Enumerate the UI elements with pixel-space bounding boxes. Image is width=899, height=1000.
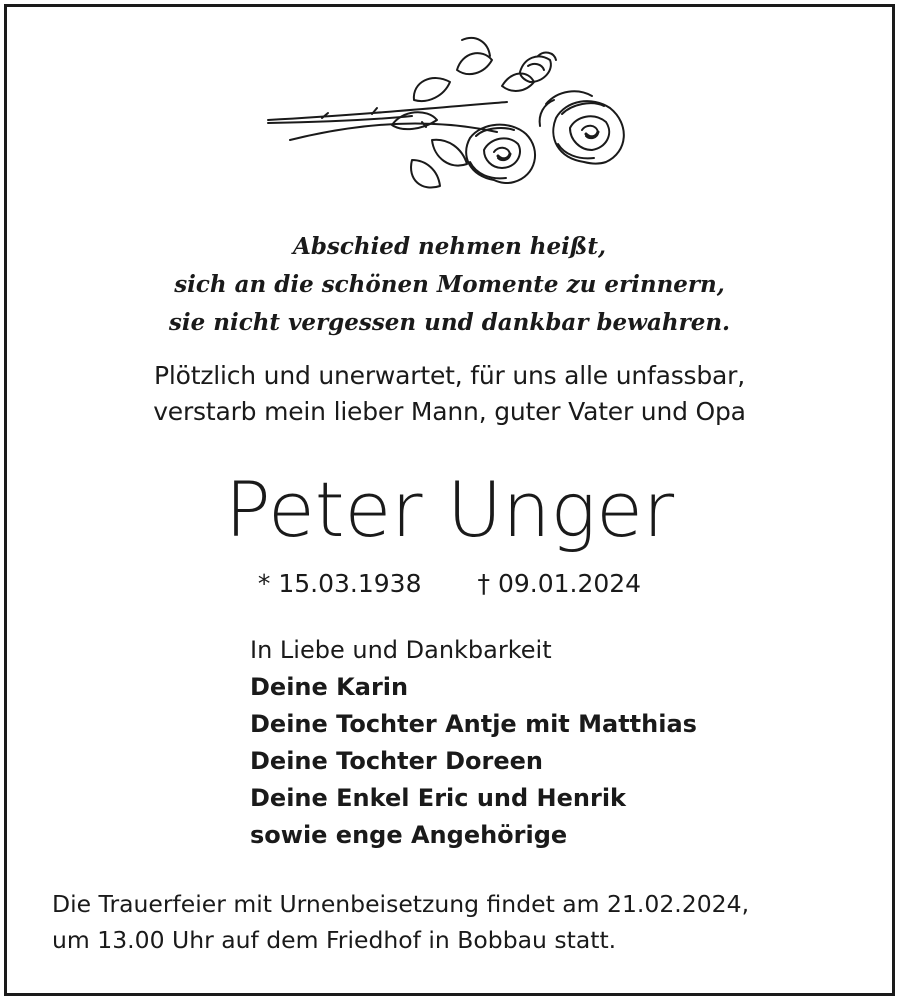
deceased-name: Peter Unger	[224, 465, 675, 554]
ceremony-line-2: um 13.00 Uhr auf dem Friedhof in Bobbau statt.	[52, 926, 617, 954]
mourner-name: sowie enge Angehörige	[250, 821, 568, 849]
funeral-ceremony-info	[52, 886, 872, 958]
rose-illustration-icon	[262, 30, 642, 200]
ceremony-line-1: Die Trauerfeier mit Urnenbeisetzung findet am 21.02.2024,	[52, 890, 750, 918]
birth-date: * 15.03.1938	[257, 569, 422, 598]
mourners-lead: In Liebe und Dankbarkeit	[250, 636, 552, 664]
life-dates	[0, 566, 899, 602]
quote-line-3: sie nicht vergessen und dankbar bewahren.	[168, 309, 731, 336]
mourners-list	[250, 632, 697, 854]
mourner-name: Deine Tochter Antje mit Matthias	[250, 710, 697, 738]
death-date: † 09.01.2024	[477, 569, 642, 598]
mourner-name: Deine Karin	[250, 673, 409, 701]
quote-line-2: sich an die schönen Momente zu erinnern,	[174, 271, 725, 298]
quote-line-1: Abschied nehmen heißt,	[292, 233, 607, 260]
memorial-quote	[0, 228, 899, 342]
intro-line-1: Plötzlich und unerwartet, für uns alle unfassbar,	[154, 361, 745, 390]
intro-line-2: verstarb mein lieber Mann, guter Vater und Opa	[153, 397, 746, 426]
mourner-name: Deine Enkel Eric und Henrik	[250, 784, 627, 812]
mourner-name: Deine Tochter Doreen	[250, 747, 543, 775]
announcement-intro	[0, 358, 899, 430]
